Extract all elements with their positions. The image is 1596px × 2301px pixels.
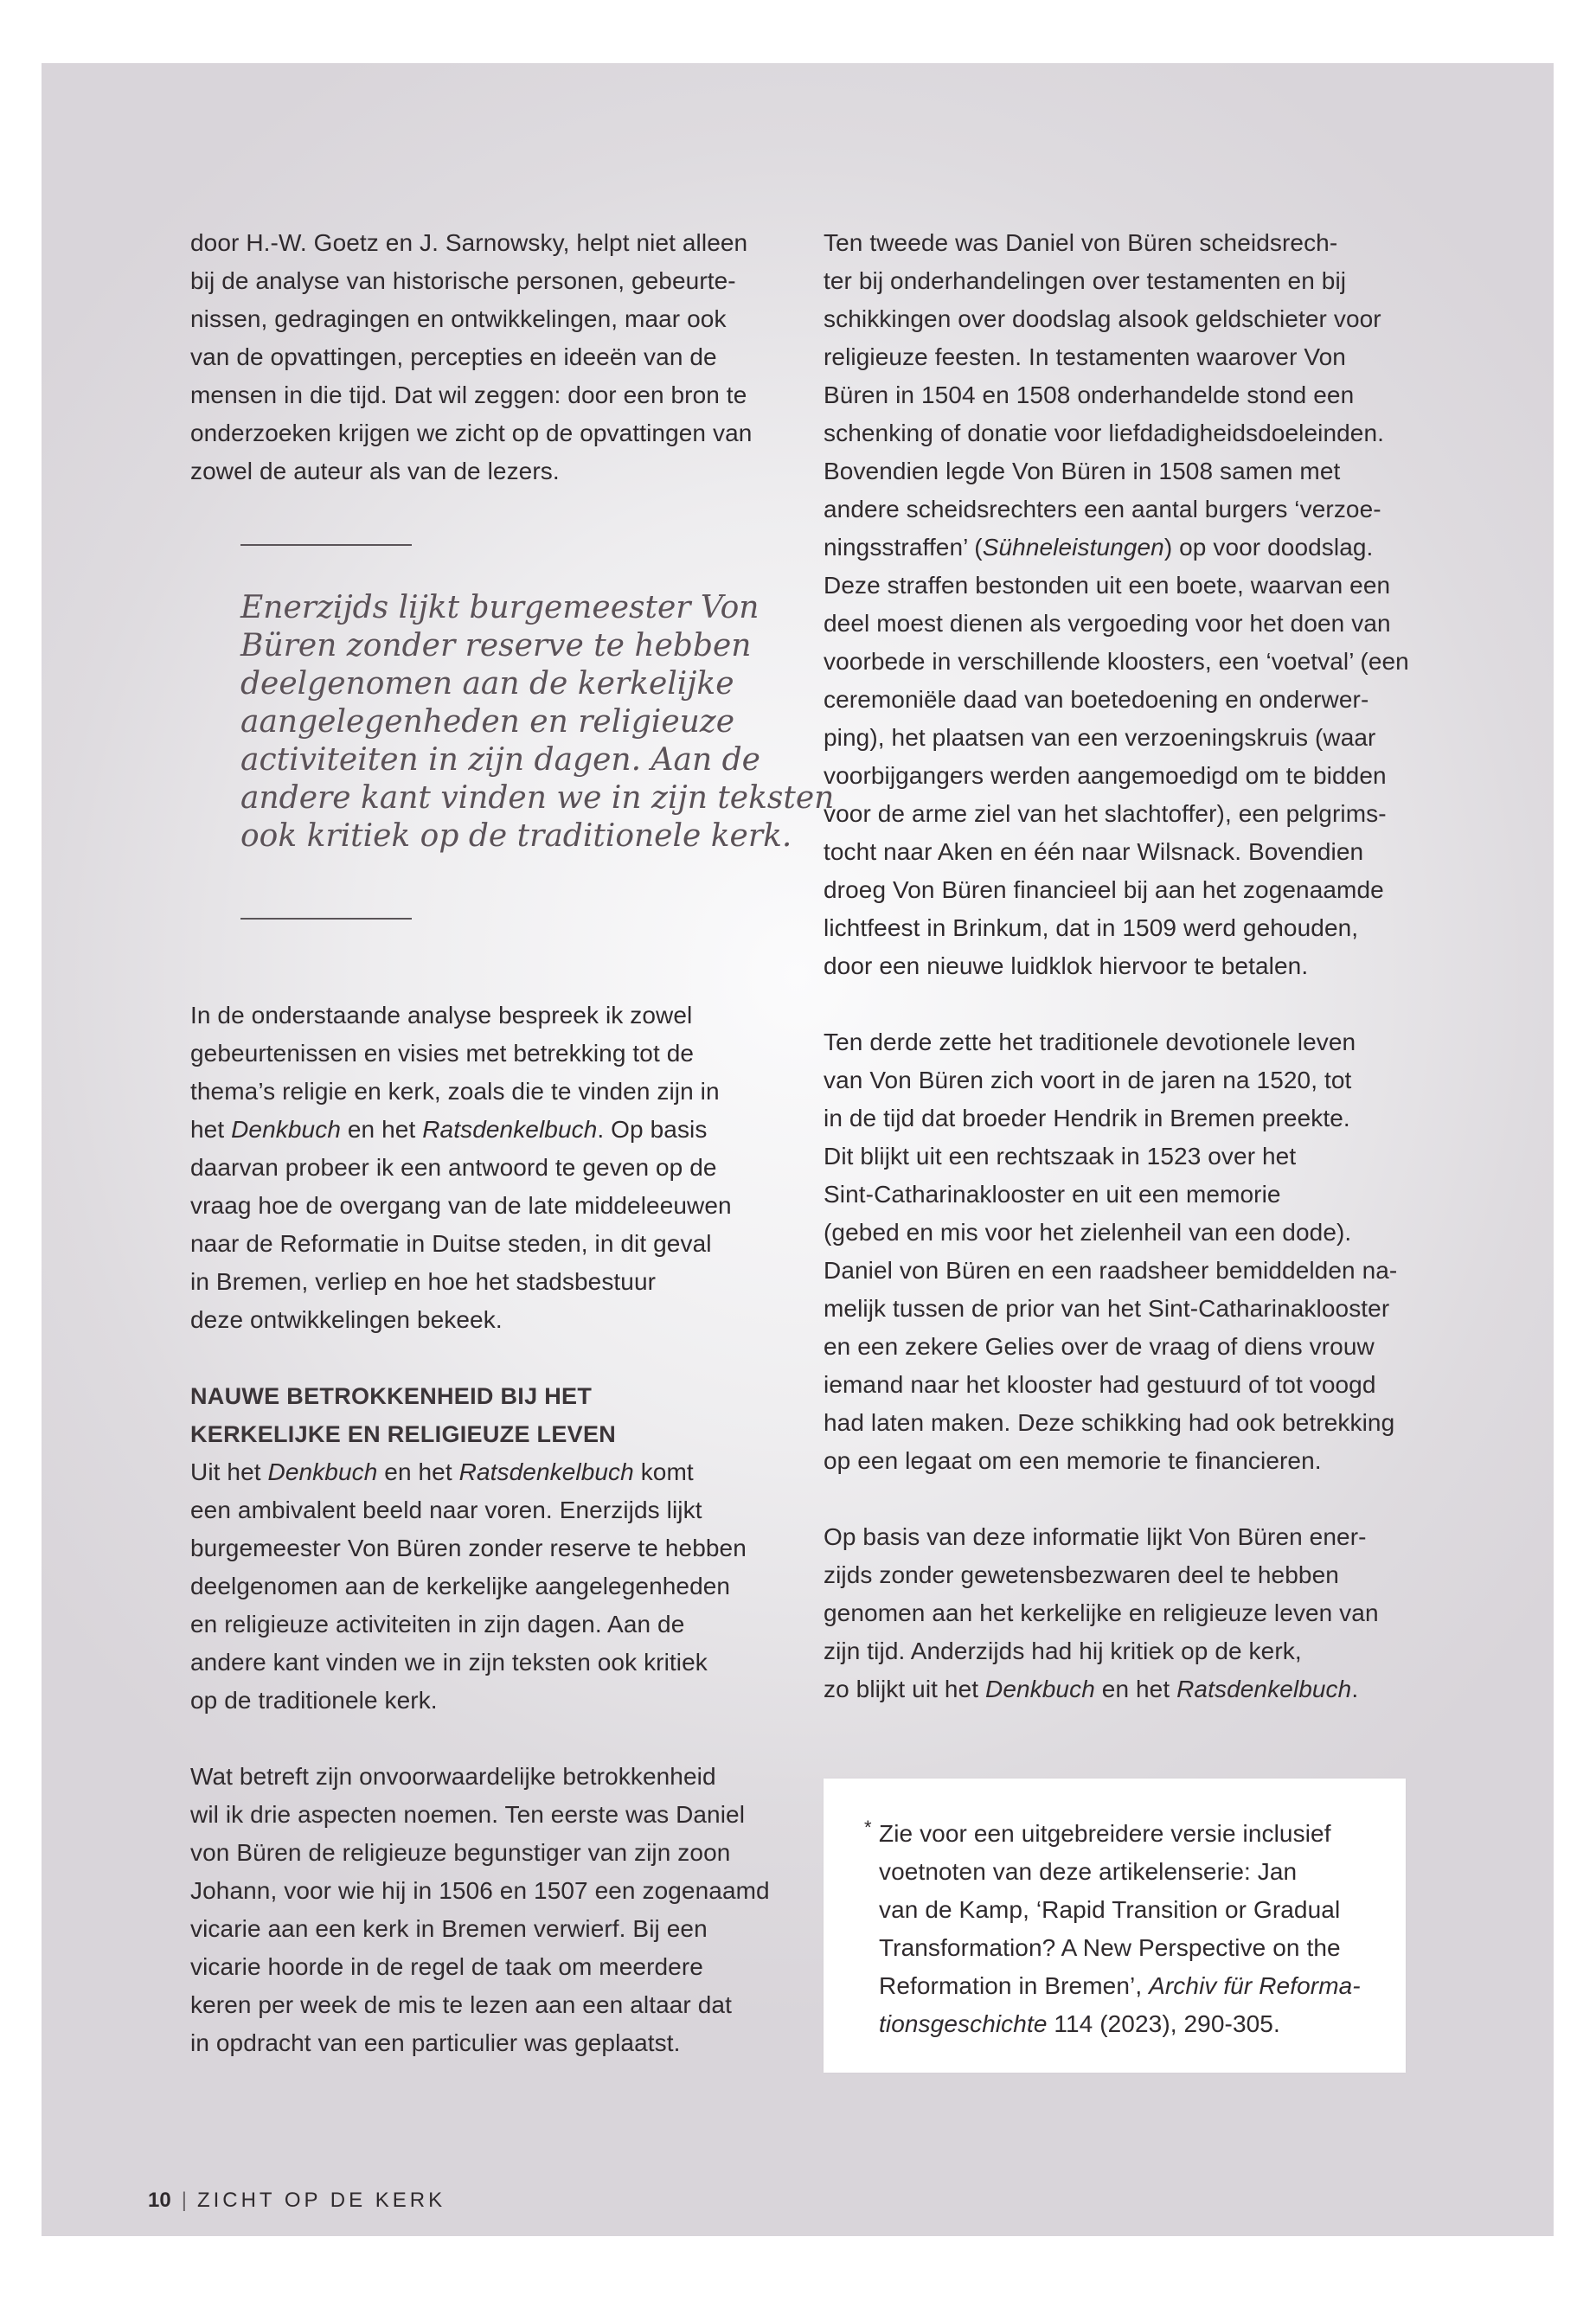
page [42, 63, 1554, 2236]
text-line: bij de analyse van historische personen, gebeurte- [190, 267, 736, 294]
text-line: Transformation? A New Perspective on the [879, 1934, 1341, 1961]
text-line: Ten derde zette het traditionele devotionele leven [824, 1029, 1356, 1055]
text-line: door een nieuwe luidklok hiervoor te betalen. [824, 952, 1309, 979]
quote-line: aangelegenheden en religieuze [240, 704, 735, 740]
text-line: voetnoten van deze artikelenserie: Jan [879, 1858, 1298, 1885]
text-line: melijk tussen de prior van het Sint-Catharinaklooster [824, 1295, 1390, 1322]
text-line: schenking of donatie voor liefdadigheidsdoeleinden. [824, 420, 1385, 446]
quote-line: deelgenomen aan de kerkelijke [240, 666, 734, 702]
text-line: Wat betreft zijn onvoorwaardelijke betrokkenheid [190, 1763, 716, 1790]
third-aspect-paragraph [824, 1023, 1420, 1480]
text-line: zijds zonder gewetensbezwaren deel te hebben [824, 1561, 1339, 1588]
journal-title: tionsgeschichte [879, 2010, 1048, 2037]
text-line: op een legaat om een memorie te financieren. [824, 1447, 1322, 1474]
text-line: en een zekere Gelies over de vraag of diens vrouw [824, 1333, 1375, 1360]
book-title: Denkbuch [267, 1458, 378, 1485]
text-line: onderzoeken krijgen we zicht op de opvattingen van [190, 420, 753, 446]
text-line: Uit het Denkbuch en het Ratsdenkelbuch komt [190, 1458, 694, 1485]
text-line: vraag hoe de overgang van de late middeleeuwen [190, 1192, 732, 1219]
second-aspect-paragraph [824, 224, 1420, 985]
text-line: Daniel von Büren en een raadsheer bemiddelden na- [824, 1257, 1398, 1284]
text-line: een ambivalent beeld naar voren. Enerzijds lijkt [190, 1497, 702, 1523]
text-line: van Von Büren zich voort in de jaren na 1520, tot [824, 1067, 1352, 1093]
text-line: keren per week de mis te lezen aan een altaar dat [190, 1991, 732, 2018]
text-line: ceremoniële daad van boetedoening en onderwer- [824, 686, 1369, 713]
text-line: andere scheidsrechters een aantal burgers ‘verzoe- [824, 496, 1381, 522]
text-line: door H.-W. Goetz en J. Sarnowsky, helpt niet alleen [190, 229, 748, 256]
text-line: Sint-Catharinaklooster en uit een memorie [824, 1181, 1281, 1208]
text-line: Dit blijkt uit een rechtszaak in 1523 over het [824, 1143, 1297, 1170]
analysis-paragraph [190, 997, 787, 1339]
text-line: vicarie hoorde in de regel de taak om meerdere [190, 1953, 703, 1980]
text-line: burgemeester Von Büren zonder reserve te hebben [190, 1535, 747, 1561]
text-line: en religieuze activiteiten in zijn dagen. Aan de [190, 1611, 685, 1638]
text-line: deelgenomen aan de kerkelijke aangelegenheden [190, 1573, 731, 1599]
quote-line: Enerzijds lijkt burgemeester Von [240, 590, 760, 625]
text-line: ter bij onderhandelingen over testamenten en bij [824, 267, 1347, 294]
text-line: tocht naar Aken en één naar Wilsnack. Bovendien [824, 838, 1364, 865]
text-line: genomen aan het kerkelijke en religieuze leven van [824, 1599, 1379, 1626]
text-line: zijn tijd. Anderzijds had hij kritiek op de kerk, [824, 1638, 1302, 1664]
journal-title: Archiv für Reforma- [1149, 1972, 1361, 1999]
left-column [190, 224, 835, 2062]
text-line: zo blijkt uit het Denkbuch en het Ratsdenkelbuch. [824, 1676, 1359, 1702]
text-line: daarvan probeer ik een antwoord te geven op de [190, 1154, 717, 1181]
text-line: van de Kamp, ‘Rapid Transition or Gradual [879, 1896, 1341, 1923]
text-line: in de tijd dat broeder Hendrik in Bremen preekte. [824, 1105, 1350, 1131]
text-line: Ten tweede was Daniel von Büren scheidsrech- [824, 229, 1338, 256]
section-heading [190, 1377, 787, 1453]
text-line: Büren in 1504 en 1508 onderhandelde stond een [824, 381, 1355, 408]
book-title: Ratsdenkelbuch [1176, 1676, 1352, 1702]
text-line: Johann, voor wie hij in 1506 en 1507 een zogenaamd [190, 1877, 770, 1904]
text-line: van de opvattingen, percepties en ideeën van de [190, 343, 717, 370]
text-line: religieuze feesten. In testamenten waarover Von [824, 343, 1346, 370]
text-line: andere kant vinden we in zijn teksten ook kritiek [190, 1649, 708, 1676]
footnote-box [824, 1779, 1406, 2073]
book-title: Denkbuch [985, 1676, 1095, 1702]
text-line: had laten maken. Deze schikking had ook betrekking [824, 1409, 1395, 1436]
text-line: deel moest dienen als vergoeding voor het doen van [824, 610, 1391, 637]
text-line: zowel de auteur als van de lezers. [190, 458, 560, 484]
magazine-title: ZICHT OP DE KERK [196, 2189, 446, 2212]
text-line: naar de Reformatie in Duitse steden, in dit geval [190, 1230, 712, 1257]
footer-separator: | [181, 2189, 187, 2212]
text-line: In de onderstaande analyse bespreek ik zowel [190, 1002, 693, 1029]
text-line: het Denkbuch en het Ratsdenkelbuch. Op basis [190, 1116, 708, 1143]
heading-line: KERKELIJKE EN RELIGIEUZE LEVEN [190, 1421, 617, 1447]
heading-line: NAUWE BETROKKENHEID BIJ HET [190, 1383, 593, 1409]
book-title: Denkbuch [231, 1116, 341, 1143]
text-line: voor de arme ziel van het slachtoffer), een pelgrims- [824, 800, 1387, 827]
page-footer [148, 2188, 445, 2214]
intro-paragraph [190, 224, 787, 490]
footnote-marker: * [864, 1817, 872, 1838]
conclusion-paragraph [824, 1518, 1420, 1708]
right-column [824, 224, 1420, 1708]
pull-quote [240, 589, 835, 856]
aspects-paragraph [190, 1758, 787, 2062]
page-number: 10 [148, 2189, 171, 2212]
text-line: lichtfeest in Brinkum, dat in 1509 werd gehouden, [824, 914, 1359, 941]
text-line: voorbijgangers werden aangemoedigd om te bidden [824, 762, 1387, 789]
text-line: droeg Von Büren financieel bij aan het zogenaamde [824, 876, 1384, 903]
text-line: thema’s religie en kerk, zoals die te vinden zijn in [190, 1078, 720, 1105]
text-line: in opdracht van een particulier was geplaatst. [190, 2029, 681, 2056]
text-line: nissen, gedragingen en ontwikkelingen, maar ook [190, 305, 727, 332]
term: Sühneleistungen [982, 534, 1164, 561]
section-paragraph [190, 1453, 787, 1720]
text-line: schikkingen over doodslag alsook geldschieter voor [824, 305, 1381, 332]
text-line: Bovendien legde Von Büren in 1508 samen met [824, 458, 1341, 484]
text-line: Reformation in Bremen’, Archiv für Reforma- [879, 1972, 1361, 1999]
quote-line: andere kant vinden we in zijn teksten [240, 780, 835, 816]
text-line: von Büren de religieuze begunstiger van zijn zoon [190, 1839, 731, 1866]
text-line: iemand naar het klooster had gestuurd of tot voogd [824, 1371, 1376, 1398]
text-line: ningsstraffen’ (Sühneleistungen) op voor doodslag. [824, 534, 1374, 561]
quote-line: ook kritiek op de traditionele kerk. [240, 818, 792, 854]
text-line: gebeurtenissen en visies met betrekking tot de [190, 1040, 695, 1067]
quote-line: activiteiten in zijn dagen. Aan de [240, 742, 760, 778]
text-line: deze ontwikkelingen bekeek. [190, 1306, 503, 1333]
text-line: Op basis van deze informatie lijkt Von Büren ener- [824, 1523, 1367, 1550]
text-line: Zie voor een uitgebreidere versie inclusief [879, 1820, 1331, 1847]
text-line: in Bremen, verliep en hoe het stadsbestuur [190, 1268, 657, 1295]
book-title: Ratsdenkelbuch [458, 1458, 634, 1485]
text-line: op de traditionele kerk. [190, 1687, 438, 1714]
text-line: Deze straffen bestonden uit een boete, waarvan een [824, 572, 1391, 599]
text-line: (gebed en mis voor het zielenheil van een dode). [824, 1219, 1352, 1246]
text-line: ping), het plaatsen van een verzoeningskruis (waar [824, 724, 1376, 751]
text-line: wil ik drie aspecten noemen. Ten eerste was Daniel [190, 1801, 746, 1828]
quote-line: Büren zonder reserve te hebben [240, 628, 752, 663]
book-title: Ratsdenkelbuch [422, 1116, 598, 1143]
text-line: mensen in die tijd. Dat wil zeggen: door een bron te [190, 381, 747, 408]
text-line: voorbede in verschillende kloosters, een ‘voetval’ (een [824, 648, 1409, 675]
text-line: tionsgeschichte 114 (2023), 290-305. [879, 2010, 1280, 2037]
text-line: vicarie aan een kerk in Bremen verwierf. Bij een [190, 1915, 708, 1942]
footnote-text [867, 1815, 1380, 2043]
